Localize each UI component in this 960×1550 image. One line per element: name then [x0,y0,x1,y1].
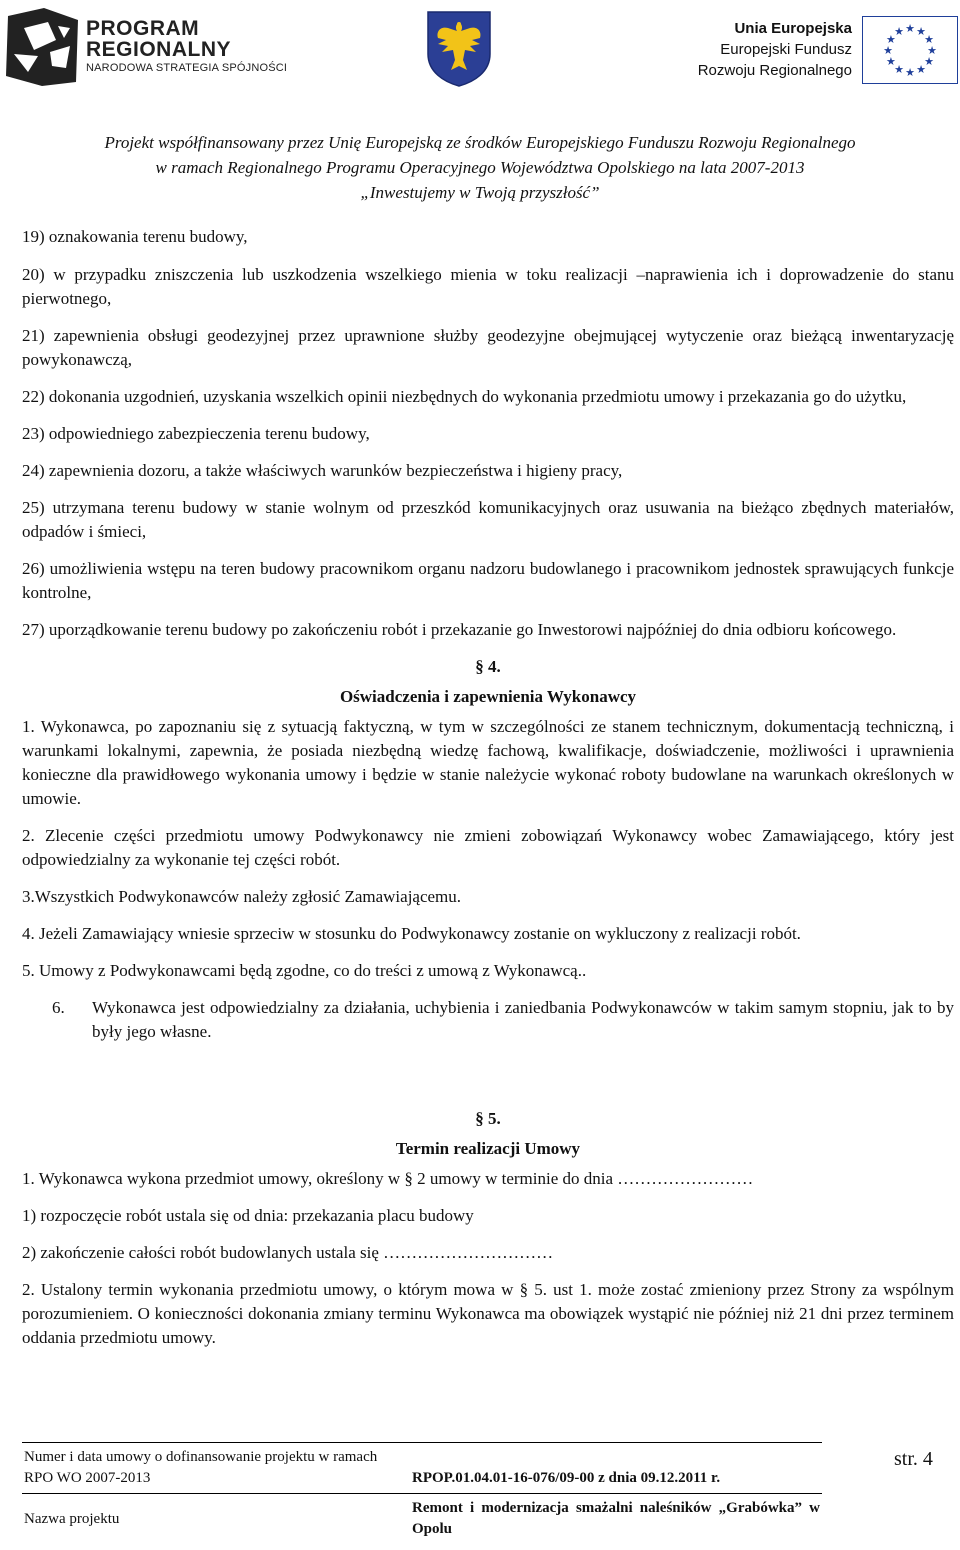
footer-project-value: Remont i modernizacja smażalni naleśników „Grabówka” w Opolu [396,1494,822,1545]
logo-line-program: PROGRAM [86,17,200,40]
footer-table [22,1442,822,1544]
section-5-paragraph: 2. Ustalony termin wykonania przedmiotu umowy, o którym mowa w § 5. ust 1. może zostać zmieniony przez Strony za wspólnym porozumieniem. O konieczności dokonania zmiany terminu Wykonawca ma obowiązek wystąpić nie później niż 21 dni przez terminem oddania przedmiotu umowy. [22,1280,954,1347]
eu-star-icon: ★ [894,63,904,77]
section-4-item-6 [22,996,954,1044]
footer-contract-value: RPOP.01.04.01-16-076/09-00 z dnia 09.12.2011 r. [396,1443,822,1494]
program-regionalny-text [86,18,287,76]
project-cofinancing-note [0,130,960,205]
logo-line-strategia: NARODOWA STRATEGIA SPÓJNOŚCI [86,62,288,74]
eu-text-line2: Europejski Fundusz [720,41,852,58]
opolskie-crest-icon [426,10,492,88]
eu-star-icon: ★ [924,55,934,68]
eu-star-icon: ★ [916,63,926,77]
list-item: 20) w przypadku zniszczenia lub uszkodzenia wszelkiego mienia w toku realizacji –naprawienia ich i doprowadzenie do stanu pierwotnego, [22,265,954,308]
list-item: 26) umożliwienia wstępu na teren budowy pracownikom organu nadzoru budowlanego i pracownikom jednostek sprawujących funkcje kontrolne, [22,559,954,602]
eu-star-icon: ★ [905,66,915,79]
footer-contract-label: Numer i data umowy o dofinansowanie projektu w ramach RPO WO 2007-2013 [22,1443,396,1494]
eu-star-icon: ★ [924,33,934,46]
section-4-paragraph: 2. Zlecenie części przedmiotu umowy Podwykonawcy nie zmieni zobowiązań Wykonawcy wobec Zamawiającego, który jest odpowiedzialny za wykonanie tej części robót. [22,826,954,869]
document-body [22,225,954,1363]
project-line-1: Projekt współfinansowany przez Unię Europejską ze środków Europejskiego Funduszu Rozwoju Regionalnego [104,133,856,152]
list-item: 27) uporządkowanie terenu budowy po zakończeniu robót i przekazanie go Inwestorowi najpóźniej do dnia odbioru końcowego. [22,620,897,639]
program-regionalny-logo-icon [4,6,80,88]
section-4-paragraph: 5. Umowy z Podwykonawcami będą zgodne, co do treści z umową z Wykonawcą.. [22,961,587,980]
section-5-paragraph: 1) rozpoczęcie robót ustala się od dnia: przekazania placu budowy [22,1206,474,1225]
section-4-number: § 4. [475,657,501,676]
section-5-paragraph: 2) zakończenie całości robót budowlanych ustala się ………………………… [22,1243,554,1262]
list-item: 22) dokonania uzgodnień, uzyskania wszelkich opinii niezbędnych do wykonania przedmiotu umowy i przekazania go do użytku, [22,387,907,406]
eu-star-icon: ★ [916,24,926,38]
page-footer [22,1442,960,1550]
section-5-paragraph: 1. Wykonawca wykona przedmiot umowy, określony w § 2 umowy w terminie do dnia …………………… [22,1169,754,1188]
eu-star-icon: ★ [886,55,896,68]
eu-star-icon: ★ [905,22,915,35]
page-header [0,0,960,100]
item-6-text: Wykonawca jest odpowiedzialny za działania, uchybienia i zaniedbania Podwykonawców w takim samym stopniu, jak to by były jego własne. [92,998,954,1041]
eu-flag-icon [862,16,958,84]
list-item: 25) utrzymana terenu budowy w stanie wolnym od przeszkód komunikacyjnych oraz usuwania na bieżąco zbędnych materiałów, odpadów i śmieci, [22,498,954,541]
list-item: 23) odpowiedniego zabezpieczenia terenu budowy, [22,424,370,443]
eu-star-icon: ★ [927,44,937,57]
project-line-2: w ramach Regionalnego Programu Operacyjnego Województwa Opolskiego na lata 2007-2013 [155,158,805,177]
eu-fund-text [698,18,852,81]
eu-star-icon: ★ [894,24,904,38]
footer-project-label: Nazwa projektu [22,1494,396,1545]
project-line-3: „Inwestujemy w Twoją przyszłość” [360,183,600,202]
eu-text-line3: Rozwoju Regionalnego [697,62,852,79]
item-6-number: 6. [52,998,65,1017]
logo-line-regionalny: REGIONALNY [86,38,232,61]
list-item: 24) zapewnienia dozoru, a także właściwych warunków bezpieczeństwa i higieny pracy, [22,461,623,480]
section-5-title: Termin realizacji Umowy [395,1139,581,1158]
eu-star-icon: ★ [886,33,896,46]
eu-star-icon: ★ [883,44,893,57]
section-4-title: Oświadczenia i zapewnienia Wykonawcy [339,687,637,706]
eu-text-line1: Unia Europejska [734,20,852,37]
section-5-number: § 5. [475,1109,501,1128]
list-item: 19) oznakowania terenu budowy, [22,227,248,246]
page-number: str. 4 [894,1448,933,1470]
section-4-paragraph: 3.Wszystkich Podwykonawców należy zgłosić Zamawiającemu. [22,887,462,906]
section-4-paragraph: 1. Wykonawca, po zapoznaniu się z sytuacją faktyczną, w tym w szczególności ze stanem technicznym, dokumentacją techniczną, i warunkami lokalnymi, zapewnia, że posiada niezbędną wiedzę fachową, kwalifikacje, doświadczenie, możliwości i uprawnienia konieczne dla prawidłowego wykonania umowy i będzie w stanie należycie wykonać roboty budowlane na warunkach określonych w umowie. [22,717,954,808]
section-4-paragraph: 4. Jeżeli Zamawiający wniesie sprzeciw w stosunku do Podwykonawcy zostanie on wykluczony z realizacji robót. [22,924,801,943]
list-item: 21) zapewnienia obsługi geodezyjnej przez uprawnione służby geodezyjne obejmującej wytyczenie oraz bieżącą inwentaryzację powykonawczą, [22,326,954,369]
